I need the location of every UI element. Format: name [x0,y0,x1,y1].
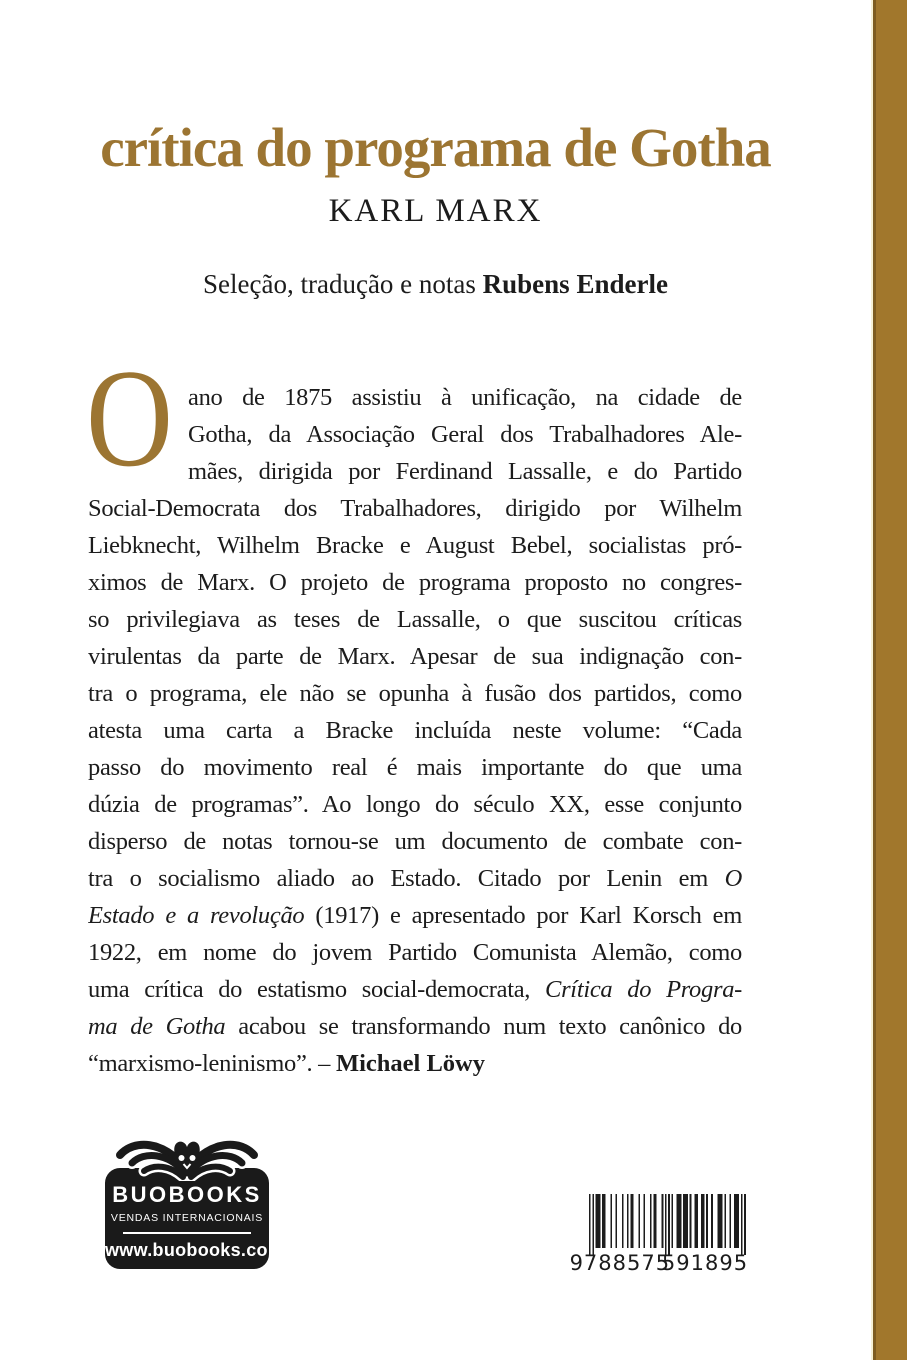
drop-cap: O [86,341,173,496]
blurb-line [88,379,742,416]
blurb-line [88,823,742,860]
blurb-segment: so privilegiava as teses de Lassalle, o que suscitou críticas [88,606,742,633]
logo-box [105,1168,285,1269]
blurb-segment: Estado e a revolução [88,902,305,929]
blurb-line [88,564,742,601]
logo-url: www.buobooks.com [105,1239,285,1260]
blurb-line [88,416,742,453]
barcode-digit-left-group: 788575 [583,1251,671,1275]
blurb-line [88,1008,742,1045]
blurb-segment: tra o socialismo aliado ao Estado. Citado por Lenin em [88,865,725,892]
author-name: KARL MARX [328,192,543,229]
blurb-segment: dúzia de programas”. Ao longo do século XX, esse conjunto [88,791,742,818]
credits-prefix: Seleção, tradução e notas [203,268,483,299]
logo-divider [123,1232,251,1234]
blurb-segment: uma crítica do estatismo social-democrata, [88,976,546,1003]
barcode-digit-right-group: 591895 [661,1251,749,1275]
blurb-line [88,786,742,823]
blurb-segment: Liebknecht, Wilhelm Bracke e August Bebel, socialistas pró- [88,532,742,559]
blurb-segment: atesta uma carta a Bracke incluída neste volume: “Cada [88,717,742,744]
owl-wings-icon [111,1133,263,1181]
blurb-line [88,638,742,675]
blurb-segment: ano de 1875 assistiu à unificação, na cidade de [188,384,742,411]
blurb-segment: acabou se transformando num texto canônico do [225,1013,742,1040]
blurb-line [88,1045,742,1082]
blurb-segment: (1917) e apresentado por Karl Korsch em [304,902,742,929]
blurb-line [88,527,742,564]
credits-line [0,269,871,300]
blurb-segment: Social-Democrata dos Trabalhadores, dirigido por Wilhelm [88,495,742,522]
blurb-text [88,379,742,1082]
blurb-line [88,749,742,786]
blurb-line [88,712,742,749]
blurb-segment: Gotha, da Associação Geral dos Trabalhadores Ale- [188,421,742,448]
blurb-segment: ma de Gotha [88,1013,226,1040]
blurb-segment: passo do movimento real é mais importante do que uma [88,754,742,781]
blurb-line [88,675,742,712]
barcode-bars [563,1192,755,1276]
blurb-line [88,934,742,971]
blurb-segment: “marxismo-leninismo”. – [88,1050,336,1077]
barcode [563,1192,755,1281]
blurb-line [88,971,742,1008]
blurb-line [88,860,742,897]
blurb-segment: 1922, em nome do jovem Partido Comunista Alemão, como [88,939,742,966]
book-title: crítica do programa de Gotha [100,117,771,178]
blurb-segment: ximos de Marx. O projeto de programa proposto no congres- [88,569,742,596]
barcode-digit-first: 9 [569,1251,583,1275]
logo-tagline: VENDAS INTERNACIONAIS [110,1212,264,1224]
blurb-segment: mães, dirigida por Ferdinand Lassalle, e do Partido [188,458,742,485]
blurb-segment: O [724,865,742,892]
header [0,118,871,300]
blurb-segment: Crítica do Progra- [545,976,742,1003]
blurb-segment: disperso de notas tornou-se um documento de combate con- [88,828,742,855]
blurb-line [88,453,742,490]
blurb [86,341,742,1082]
publisher-logo [105,1133,285,1269]
blurb-attribution: Michael Löwy [335,1050,485,1077]
blurb-segment: tra o programa, ele não se opunha à fusão dos partidos, como [88,680,742,707]
logo-wordmark: BUOBOOKS [112,1182,262,1207]
blurb-line [88,897,742,934]
blurb-line [88,601,742,638]
blurb-segment: virulentas da parte de Marx. Apesar de sua indignação con- [88,643,742,670]
spine-stripe [871,0,907,1360]
blurb-line [88,490,742,527]
translator-name: Rubens Enderle [482,268,668,299]
